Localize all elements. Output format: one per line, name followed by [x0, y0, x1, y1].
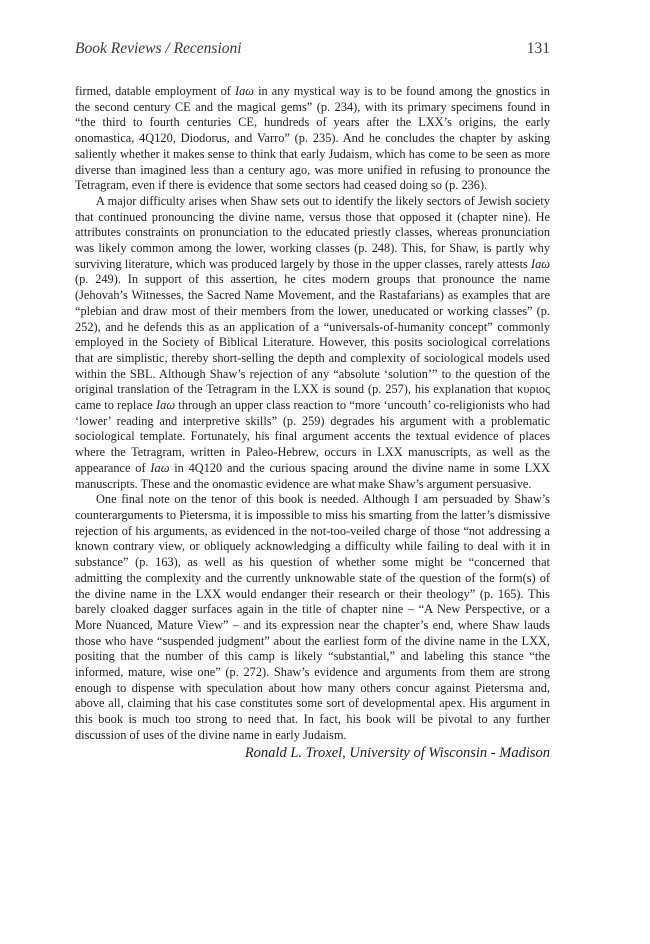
reviewer-signature: Ronald L. Troxel, University of Wisconsin - Madison — [244, 744, 550, 761]
text-run: through an upper class reaction to “more ‘uncouth’ co-religionists who had ‘lower’ reading and interpretive skills” (p. 259) degrades his argument with a problematic sociological template. Fortunately, his final argument accents the textual evidence of places where the Tetragram, written in Paleo-Hebrew, occurs in LXX manuscripts, as well as the appearance of — [75, 398, 550, 475]
paragraph-2 — [75, 194, 550, 492]
text-run: One final note on the tenor of this book is needed. Although I am persuaded by Shaw’s counterarguments to Pietersma, it is impossible to miss his smarting from the latter’s dismissive rejection of his arguments, as evidenced in the not-too-veiled charge of those “not addressing a known contrary view, or obliquely acknowledging a difficulty while failing to deal with it in substance” (p. 163), as well as his question of whether some might be “concerned that admitting the complexity and the currently unknowable state of the question of the form(s) of the divine name in the LXX would endanger their research or their theology” (p. 165). This barely cloaked dagger surfaces again in the title of chapter nine – “A New Perspective, or a More Nuanced, Mature View” – and its expression near the chapter’s end, where Shaw lauds those who have “suspended judgment” about the earliest form of the divine name in the LXX, positing that the number of this camp is likely “substantial,” and labeling this stance “the informed, mature, wise one” (p. 272). Shaw’s evidence and arguments from them are strong enough to dispense with speculation about how many others concur against Pietersma and, above all, claiming that his case constitutes some sort of developmental apex. His argument in this book is much too strong to need that. In fact, his book will be pivotal to any further discussion of uses of the divine name in early Judaism. — [75, 492, 550, 742]
paragraph-3 — [75, 492, 550, 743]
italic-term: Iaω — [150, 460, 170, 475]
italic-term: Iaω — [235, 84, 254, 98]
text-run: in 4Q120 and the curious spacing around the divine name in some LXX manuscripts. These and the onomastic evidence are what make Shaw’s argument persuasive. — [75, 460, 551, 491]
review-body — [75, 84, 550, 762]
italic-term: Iaω — [531, 256, 550, 271]
page-number: 131 — [526, 40, 550, 57]
running-head — [75, 40, 550, 62]
paragraph-1 — [75, 84, 550, 194]
text-run: in any mystical way is to be found among the gnostics in the second century CE and the magical gems” (p. 234), with its primary specimens found in “the third to fourth centuries CE, hundreds of years after the LXX’s origins, the early onomastica, 4Q120, Diodorus, and Varro” (p. 235). And he concludes the chapter by asking saliently whether it makes sense to think that early Judaism, which has come to be seen as more diverse than imagined less than a century ago, was more unified in refusing to pronounce the Tetragram, even if there is evidence that some sectors had ceased doing so (p. 236). — [75, 84, 550, 193]
running-head-title: Book Reviews / Recensioni — [75, 40, 242, 57]
text-run: A major difficulty arises when Shaw sets out to identify the likely sectors of Jewish society that continued pronouncing the divine name, versus those that opposed it (chapter nine). He attributes constraints on pronunciation to the educated priestly classes, whereas pronunciation was likely common among the lower, working classes (p. 248). This, for Shaw, is partly why surviving literature, which was produced largely by those in the upper classes, rarely attests — [75, 193, 550, 271]
text-run: firmed, datable employment of — [75, 84, 235, 98]
italic-term: Iaω — [156, 398, 176, 413]
text-run: (p. 249). In support of this assertion, he cites modern groups that pronounce the name (Jehovah’s Witnesses, the Sacred Name Movement, and the Rastafarians) as examples that are “plebian and draw most of their members from the lower, uneducated or working classes” (p. 252), and he defends this as an application of a “universals-of-humanity concept” commonly employed in the Society of Biblical Literature. However, this posits sociological correlations that are simplistic, thereby short-selling the depth and complexity of sociological models used within the SBL. Although Shaw’s rejection of any “absolute ‘solution’” to the question of the original translation of the Tetragram in the LXX is sound (p. 257), his explanation that κυριος came to replace — [75, 272, 550, 413]
